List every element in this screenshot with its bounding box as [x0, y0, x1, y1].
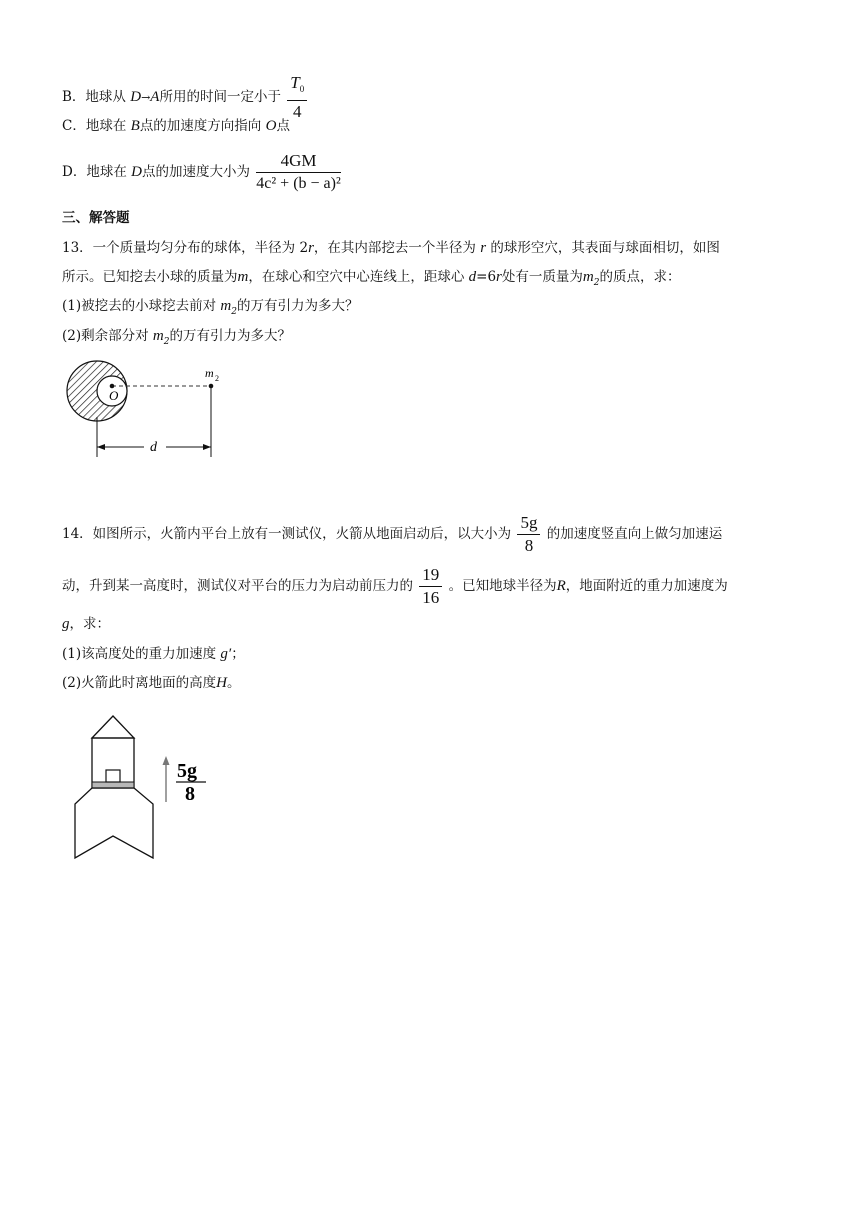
option-c-text-after: 点 — [276, 118, 290, 134]
q13-var: d — [468, 269, 477, 285]
q14-frac-num: 19 — [419, 564, 442, 587]
test-instrument — [106, 770, 120, 782]
q14-var: R — [556, 578, 566, 594]
q14-frac-den: 16 — [422, 588, 440, 607]
option-b-label: B． — [62, 89, 86, 105]
label-d: d — [150, 440, 157, 455]
dimension-arrow-right — [203, 444, 211, 450]
q13-line-1 — [62, 238, 720, 258]
q14-text: ，求： — [69, 616, 110, 632]
option-d-frac-num: 4GM — [256, 150, 341, 173]
q14-text: 14．如图所示，火箭内平台上放有一测试仪，火箭从地面启动后，以大小为 — [62, 526, 512, 542]
option-b-arrow: → — [141, 91, 151, 104]
rocket-body — [75, 788, 153, 858]
option-b-fraction — [287, 72, 307, 123]
q14-text: 的加速度竖直向上做匀加速运 — [546, 526, 723, 542]
q14-text: ； — [231, 646, 245, 662]
option-c-label: C． — [62, 118, 86, 134]
q13-part-1 — [62, 296, 359, 322]
q13-text: 处有一质量为 — [501, 269, 583, 285]
q14-text: (1)该高度处的重力加速度 — [62, 646, 217, 662]
dimension-arrow-left — [97, 444, 105, 450]
q13-text: 的万有引力为多大？ — [237, 298, 359, 314]
q13-line-2 — [62, 267, 680, 293]
label-m: m — [205, 366, 214, 380]
option-b-text-before: 地球从 — [85, 89, 126, 105]
q14-line-2 — [62, 564, 728, 609]
option-d-frac-den: 4c² + (b − a)² — [256, 175, 341, 192]
option-d-label: D． — [62, 164, 87, 180]
q14-line-1 — [62, 512, 722, 557]
q14-part-1 — [62, 644, 245, 664]
label-m-sub: 2 — [215, 374, 219, 383]
option-c-point-o: O — [265, 118, 277, 134]
accel-den: 8 — [185, 783, 195, 805]
q13-part-2 — [62, 326, 291, 352]
q14-var: g′ — [220, 646, 232, 662]
q13-sub: 2 — [593, 278, 600, 288]
q14-frac-den: 8 — [524, 536, 534, 555]
option-c — [62, 116, 290, 136]
q14-var: H — [216, 675, 227, 691]
q14-text: 动，升到某一高度时，测试仪对平台的压力为启动前压力的 — [62, 578, 413, 594]
option-d-point: D — [131, 164, 142, 180]
option-b-text-after: 所用的时间一定小于 — [159, 89, 281, 105]
q13-var: m — [582, 269, 594, 285]
accel-arrow-head — [163, 756, 170, 765]
label-o: O — [109, 388, 119, 403]
q13-text: (1)被挖去的小球挖去前对 — [62, 298, 217, 314]
q13-var: m — [237, 269, 249, 285]
option-d-text-after: 点的加速度大小为 — [141, 164, 250, 180]
q14-fraction-accel — [517, 512, 540, 557]
section-title: 三、解答题 — [62, 210, 130, 226]
q14-text: 。已知地球半径为 — [448, 578, 557, 594]
option-b-from: D — [130, 89, 142, 105]
platform — [92, 782, 134, 788]
q13-var: m — [220, 298, 232, 314]
q13-text: 的质点，求： — [599, 269, 681, 285]
rocket-nose — [92, 716, 134, 738]
q13-figure — [60, 355, 240, 465]
option-b-frac-num: T — [290, 73, 300, 92]
option-b-frac-den: 4 — [292, 102, 302, 121]
q13-sub: 2 — [163, 337, 170, 347]
q13-var: r — [496, 269, 502, 285]
q13-text: 所示。已知挖去小球的质量为 — [62, 269, 238, 285]
q13-text: 13．一个质量均匀分布的球体，半径为 2 — [62, 240, 309, 256]
q13-var: r — [308, 240, 314, 256]
q14-figure — [70, 712, 220, 862]
q14-part-2 — [62, 673, 240, 693]
q13-text: =6 — [476, 269, 497, 285]
q13-text: (2)剩余部分对 — [62, 328, 149, 344]
q13-text: ，在球心和空穴中心连线上，距球心 — [248, 269, 465, 285]
q14-var: g — [62, 616, 70, 632]
option-c-point-b: B — [130, 118, 140, 134]
option-b-to: A — [150, 89, 160, 105]
accel-num: 5g — [177, 760, 197, 782]
point-mass-dot — [209, 384, 214, 389]
option-d — [62, 150, 343, 195]
q13-var: r — [480, 240, 487, 256]
q13-text: 的万有引力为多大？ — [169, 328, 291, 344]
option-b-frac-sub: 0 — [299, 84, 305, 94]
q14-frac-num: 5g — [517, 512, 540, 535]
q14-text: ，地面附近的重力加速度为 — [565, 578, 728, 594]
option-c-text-before: 地球在 — [85, 118, 127, 134]
q13-text: ，在其内部挖去一个半径为 — [313, 240, 476, 256]
option-c-text-middle: 点的加速度方向指向 — [139, 118, 262, 134]
option-d-text-before: 地球在 — [86, 164, 127, 180]
option-d-fraction — [256, 150, 341, 195]
q14-text: 。 — [226, 675, 241, 691]
q13-var: m — [152, 328, 164, 344]
q14-text: (2)火箭此时离地面的高度 — [62, 675, 217, 691]
q13-text: 的球形空穴，其表面与球面相切，如图 — [490, 240, 720, 256]
q14-fraction-pressure — [419, 564, 442, 609]
q13-sub: 2 — [231, 307, 237, 317]
q14-line-3 — [62, 614, 110, 634]
